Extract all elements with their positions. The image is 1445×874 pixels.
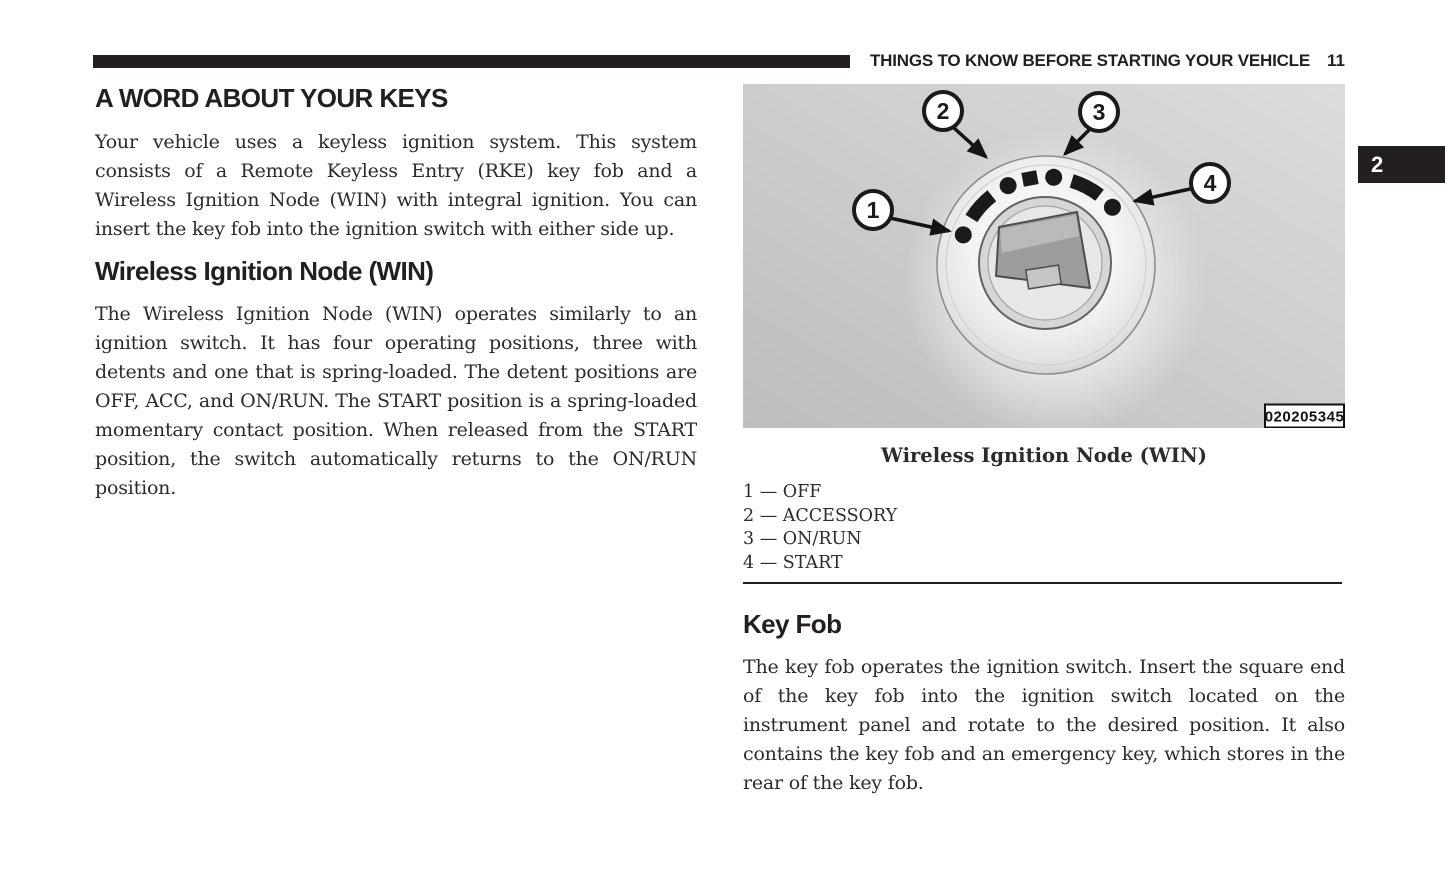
- running-header-title: THINGS TO KNOW BEFORE STARTING YOUR VEHICLE: [869, 51, 1311, 70]
- win-ignition-illustration: [743, 84, 1345, 428]
- legend-item-onrun: 3 — ON/RUN: [743, 529, 862, 549]
- callout-label-1: 1: [866, 197, 880, 223]
- marker-dot-off: [955, 226, 972, 243]
- left-column: [95, 85, 697, 503]
- running-header: [93, 51, 1345, 71]
- figure-caption: Wireless Ignition Node (WIN): [881, 444, 1207, 467]
- paragraph-win-operation: The Wireless Ignition Node (WIN) operates similarly to an ignition switch. It has four operating positions, three with detents and one that is spring-loaded. The detent positions are OFF, ACC, and ON/RUN. The START position is a spring-loaded momentary contact position. When released from the START position, the switch automatically returns to the ON/RUN position.: [95, 303, 697, 499]
- ignition-switch-figure: [743, 84, 1345, 428]
- paragraph-keyless-system: Your vehicle uses a keyless ignition system. This system consists of a Remote Keyless Entry (RKE) key fob and a Wireless Ignition Node (WIN) with integral ignition. You can insert the key fob into the ignition switch with either side up.: [95, 131, 697, 240]
- image-code-text: 020205345: [1264, 408, 1345, 426]
- figure-legend: [743, 481, 1345, 575]
- chapter-tab-number: 2: [1371, 152, 1384, 177]
- paragraph-keyfob: The key fob operates the ignition switch. Insert the square end of the key fob into the ignition switch located on the instrument panel and rotate to the desired position. It also contains the key fob and an emergency key, which stores in the rear of the key fob.: [743, 656, 1345, 794]
- right-column: [743, 84, 1345, 798]
- legend-item-accessory: 2 — ACCESSORY: [743, 505, 898, 526]
- subsection-heading-win: Wireless Ignition Node (WIN): [95, 256, 434, 286]
- marker-dot-acc: [1000, 177, 1017, 194]
- chapter-tab: [1358, 146, 1445, 183]
- section-divider-rule: [743, 582, 1342, 584]
- marker-square: [1021, 170, 1038, 186]
- image-code-label: [1265, 405, 1345, 428]
- header-rule-bar: [93, 55, 850, 68]
- marker-dot-onrun: [1045, 169, 1062, 186]
- callout-label-3: 3: [1092, 99, 1106, 125]
- page-number: 11: [1327, 51, 1345, 70]
- section-heading-keys: A WORD ABOUT YOUR KEYS: [95, 83, 448, 113]
- legend-item-start: 4 — START: [743, 552, 843, 573]
- callout-label-2: 2: [936, 98, 950, 124]
- subsection-heading-keyfob: Key Fob: [743, 609, 842, 639]
- marker-dot-start: [1104, 199, 1121, 216]
- callout-label-4: 4: [1203, 170, 1217, 196]
- legend-item-off: 1 — OFF: [743, 482, 822, 502]
